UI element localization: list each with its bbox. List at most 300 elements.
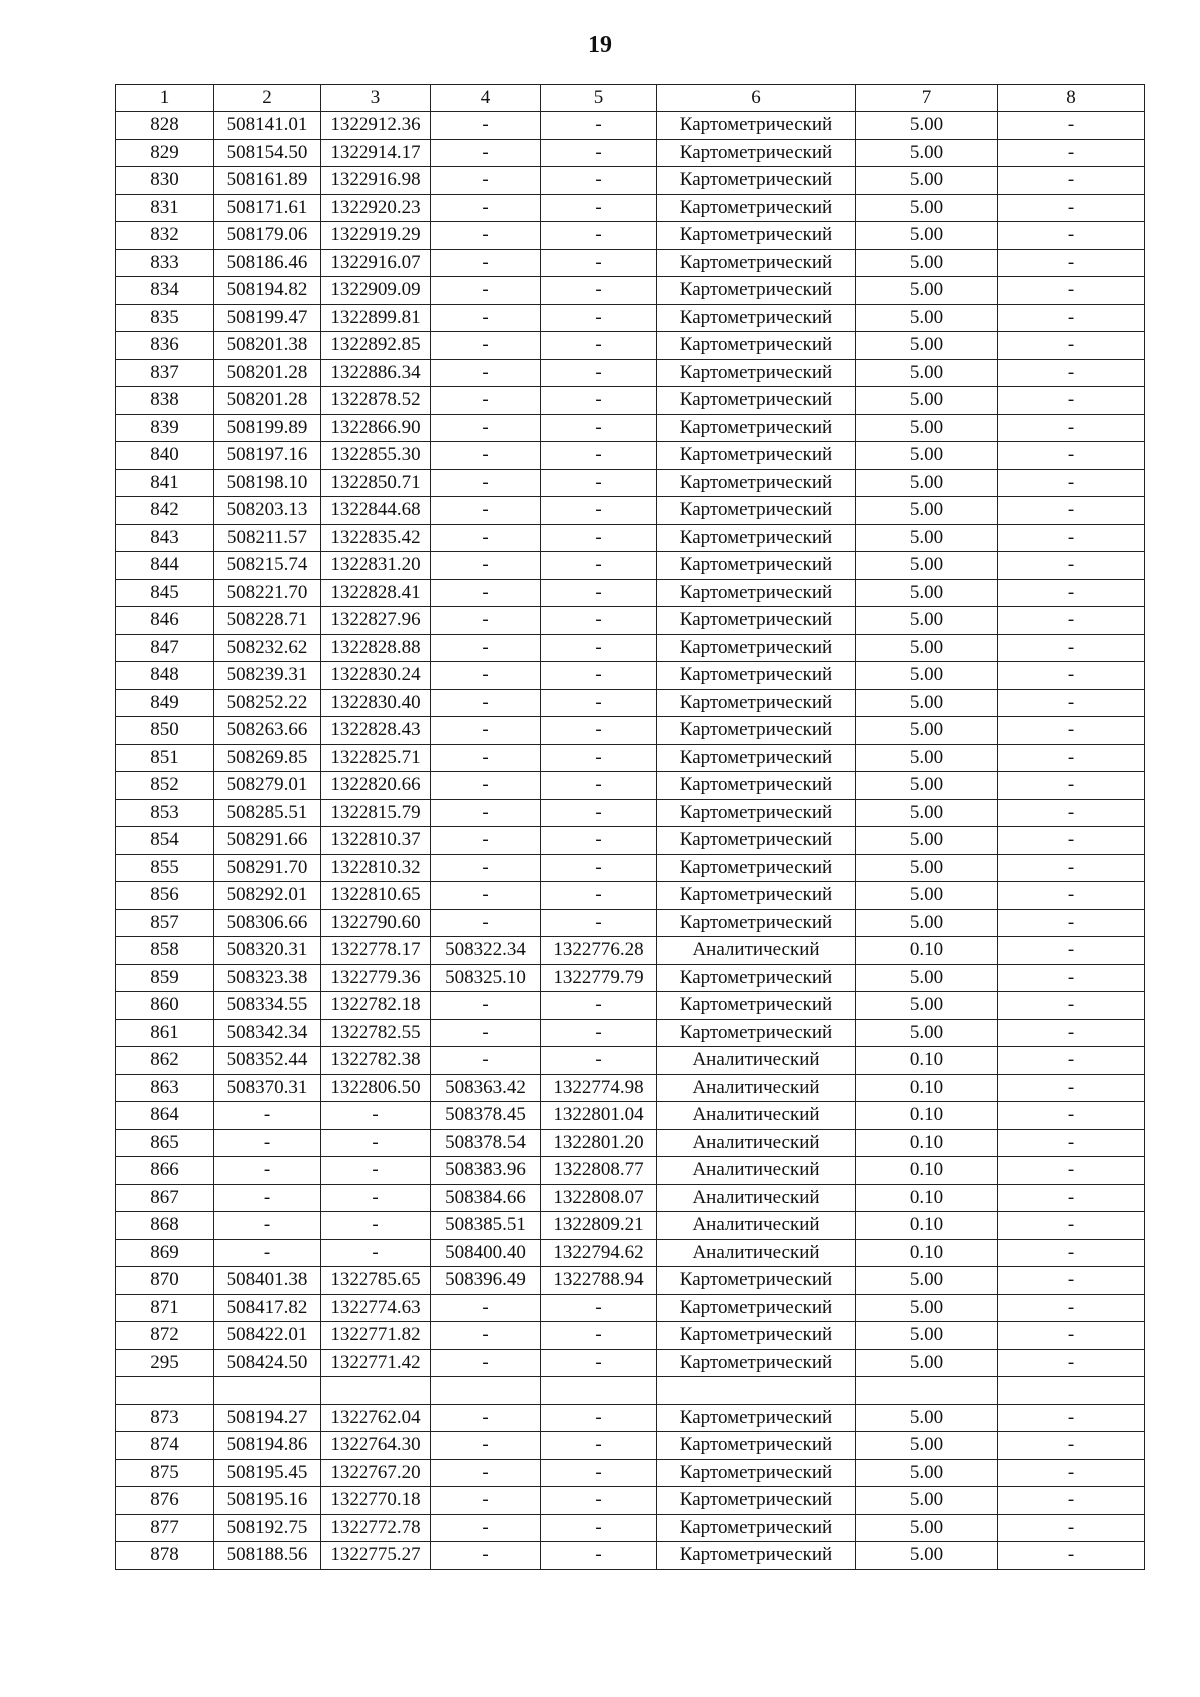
table-cell: 1322844.68	[321, 497, 431, 525]
table-cell: 835	[116, 304, 214, 332]
table-cell: -	[541, 827, 657, 855]
table-row	[116, 442, 1145, 470]
table-cell: -	[998, 1239, 1145, 1267]
table-cell: -	[998, 139, 1145, 167]
table-cell	[214, 1377, 321, 1405]
table-cell: Картометрический	[657, 1019, 856, 1047]
table-cell: -	[541, 277, 657, 305]
table-cell	[116, 1377, 214, 1405]
table-cell: Картометрический	[657, 497, 856, 525]
table-cell: -	[541, 854, 657, 882]
table-cell: -	[998, 1514, 1145, 1542]
table-cell: 508179.06	[214, 222, 321, 250]
table-cell: 1322899.81	[321, 304, 431, 332]
table-cell: -	[541, 222, 657, 250]
table-cell: -	[541, 304, 657, 332]
table-cell: 1322775.27	[321, 1542, 431, 1570]
table-cell: Картометрический	[657, 112, 856, 140]
table-row	[116, 194, 1145, 222]
table-cell: -	[541, 249, 657, 277]
table-row	[116, 882, 1145, 910]
table-cell: 1322779.36	[321, 964, 431, 992]
table-cell: 1322886.34	[321, 359, 431, 387]
table-row	[116, 1047, 1145, 1075]
table-cell: 508285.51	[214, 799, 321, 827]
table-cell: Картометрический	[657, 992, 856, 1020]
table-cell: 857	[116, 909, 214, 937]
table-cell: Картометрический	[657, 469, 856, 497]
table-cell	[657, 1377, 856, 1405]
table-cell: 508201.38	[214, 332, 321, 360]
table-cell: 5.00	[856, 579, 998, 607]
table-cell: -	[998, 222, 1145, 250]
table-cell: 1322785.65	[321, 1267, 431, 1295]
table-cell: -	[998, 1184, 1145, 1212]
table-cell: 1322909.09	[321, 277, 431, 305]
table-cell: Картометрический	[657, 387, 856, 415]
table-cell: 1322767.20	[321, 1459, 431, 1487]
table-cell: -	[541, 744, 657, 772]
table-row	[116, 1514, 1145, 1542]
table-cell: -	[431, 112, 541, 140]
table-row	[116, 1239, 1145, 1267]
table-row	[116, 304, 1145, 332]
table-cell: 830	[116, 167, 214, 195]
table-cell: 508199.89	[214, 414, 321, 442]
table-cell: Картометрический	[657, 332, 856, 360]
table-cell: Картометрический	[657, 1349, 856, 1377]
table-row	[116, 1294, 1145, 1322]
table-cell: -	[998, 249, 1145, 277]
table-cell: -	[431, 772, 541, 800]
table-cell: 5.00	[856, 882, 998, 910]
table-cell: 1322810.37	[321, 827, 431, 855]
table-cell: -	[541, 1487, 657, 1515]
table-cell: Картометрический	[657, 222, 856, 250]
table-cell: 5.00	[856, 552, 998, 580]
table-row	[116, 222, 1145, 250]
table-cell: -	[998, 1267, 1145, 1295]
table-cell: 1322764.30	[321, 1432, 431, 1460]
table-cell: -	[998, 469, 1145, 497]
table-cell: -	[321, 1157, 431, 1185]
table-cell: -	[998, 1349, 1145, 1377]
table-row	[116, 277, 1145, 305]
table-cell: 1322776.28	[541, 937, 657, 965]
table-cell: 834	[116, 277, 214, 305]
table-cell: -	[998, 1129, 1145, 1157]
table-cell: 863	[116, 1074, 214, 1102]
table-cell: 508370.31	[214, 1074, 321, 1102]
table-cell: -	[998, 1404, 1145, 1432]
table-cell: -	[998, 964, 1145, 992]
table-cell: Картометрический	[657, 1267, 856, 1295]
table-cell: 858	[116, 937, 214, 965]
table-row	[116, 524, 1145, 552]
table-cell: 508401.38	[214, 1267, 321, 1295]
table-cell: -	[541, 1349, 657, 1377]
table-cell: 508320.31	[214, 937, 321, 965]
table-cell: 5.00	[856, 854, 998, 882]
table-cell: 508195.45	[214, 1459, 321, 1487]
table-cell: -	[998, 194, 1145, 222]
page-number: 19	[588, 32, 612, 58]
table-row	[116, 1322, 1145, 1350]
table-cell: Картометрический	[657, 249, 856, 277]
table-cell: -	[998, 387, 1145, 415]
table-row	[116, 634, 1145, 662]
table-cell: -	[998, 1102, 1145, 1130]
table-cell: 508378.45	[431, 1102, 541, 1130]
table-row	[116, 387, 1145, 415]
table-cell: 5.00	[856, 497, 998, 525]
table-cell: 508211.57	[214, 524, 321, 552]
table-cell: 508194.27	[214, 1404, 321, 1432]
table-cell: 831	[116, 194, 214, 222]
table-cell: 5.00	[856, 799, 998, 827]
table-cell: 1322878.52	[321, 387, 431, 415]
table-cell: -	[541, 524, 657, 552]
table-cell: -	[214, 1212, 321, 1240]
table-row	[116, 772, 1145, 800]
table-cell: 1322919.29	[321, 222, 431, 250]
table-cell	[431, 1377, 541, 1405]
table-cell: -	[541, 772, 657, 800]
table-cell: Картометрический	[657, 139, 856, 167]
table-cell: 508194.86	[214, 1432, 321, 1460]
table-cell: 0.10	[856, 1157, 998, 1185]
table-cell: -	[998, 442, 1145, 470]
table-cell: -	[998, 332, 1145, 360]
table-cell: 508417.82	[214, 1294, 321, 1322]
table-cell: 508424.50	[214, 1349, 321, 1377]
column-header-2: 2	[214, 85, 321, 112]
table-cell: -	[431, 717, 541, 745]
table-cell	[541, 1377, 657, 1405]
table-cell: 508198.10	[214, 469, 321, 497]
table-cell: 853	[116, 799, 214, 827]
table-cell: 832	[116, 222, 214, 250]
table-row	[116, 1542, 1145, 1570]
table-cell: 1322772.78	[321, 1514, 431, 1542]
table-cell: 1322779.79	[541, 964, 657, 992]
column-header-3: 3	[321, 85, 431, 112]
table-cell: 5.00	[856, 1487, 998, 1515]
table-cell: -	[431, 634, 541, 662]
table-cell: -	[541, 112, 657, 140]
table-cell: 1322828.43	[321, 717, 431, 745]
table-row	[116, 332, 1145, 360]
table-row	[116, 497, 1145, 525]
table-row	[116, 909, 1145, 937]
table-cell: 1322801.04	[541, 1102, 657, 1130]
table-cell: 847	[116, 634, 214, 662]
table-row	[116, 469, 1145, 497]
column-header-5: 5	[541, 85, 657, 112]
table-cell: 1322831.20	[321, 552, 431, 580]
table-cell: 856	[116, 882, 214, 910]
table-cell: 508239.31	[214, 662, 321, 690]
table-cell: 836	[116, 332, 214, 360]
table-cell: -	[541, 1432, 657, 1460]
table-cell: 508195.16	[214, 1487, 321, 1515]
table-cell: Картометрический	[657, 414, 856, 442]
table-cell: 508199.47	[214, 304, 321, 332]
table-cell: 5.00	[856, 277, 998, 305]
table-cell: 5.00	[856, 1514, 998, 1542]
table-cell: -	[541, 1459, 657, 1487]
table-cell: 874	[116, 1432, 214, 1460]
table-cell: 850	[116, 717, 214, 745]
table-cell: 1322762.04	[321, 1404, 431, 1432]
table-cell: 864	[116, 1102, 214, 1130]
table-row	[116, 744, 1145, 772]
table-cell: 5.00	[856, 1404, 998, 1432]
table-cell: 508141.01	[214, 112, 321, 140]
table-cell: Картометрический	[657, 359, 856, 387]
table-cell: -	[998, 167, 1145, 195]
table-cell: Картометрический	[657, 1487, 856, 1515]
table-cell: 508171.61	[214, 194, 321, 222]
table-cell: -	[431, 1294, 541, 1322]
table-cell: 1322866.90	[321, 414, 431, 442]
table-cell: -	[541, 442, 657, 470]
table-cell: 1322770.18	[321, 1487, 431, 1515]
table-cell: 1322778.17	[321, 937, 431, 965]
table-cell: 508334.55	[214, 992, 321, 1020]
table-cell: 5.00	[856, 249, 998, 277]
table-cell: -	[998, 1157, 1145, 1185]
table-cell: 508383.96	[431, 1157, 541, 1185]
table-cell: 508385.51	[431, 1212, 541, 1240]
table-cell: 1322808.77	[541, 1157, 657, 1185]
table-cell: Картометрический	[657, 799, 856, 827]
table-cell: 1322801.20	[541, 1129, 657, 1157]
table-cell: -	[541, 1019, 657, 1047]
table-cell: 508269.85	[214, 744, 321, 772]
table-cell: -	[541, 469, 657, 497]
header-row	[116, 85, 1145, 112]
table-cell: -	[431, 222, 541, 250]
table-cell: -	[431, 524, 541, 552]
coordinates-table	[115, 84, 1145, 1570]
table-cell: 873	[116, 1404, 214, 1432]
table-cell: 839	[116, 414, 214, 442]
table-cell: -	[431, 167, 541, 195]
table-cell: 1322830.40	[321, 689, 431, 717]
table-row	[116, 1267, 1145, 1295]
table-cell: -	[541, 1322, 657, 1350]
table-cell: -	[431, 304, 541, 332]
table-cell: 508323.38	[214, 964, 321, 992]
table-cell: 848	[116, 662, 214, 690]
table-cell: 1322920.23	[321, 194, 431, 222]
table-cell: 5.00	[856, 1267, 998, 1295]
table-cell: Картометрический	[657, 717, 856, 745]
table-row	[116, 552, 1145, 580]
table-body	[116, 112, 1145, 1570]
table-cell: 1322916.98	[321, 167, 431, 195]
table-cell: -	[431, 249, 541, 277]
table-cell: -	[431, 744, 541, 772]
table-cell: Картометрический	[657, 964, 856, 992]
table-row	[116, 827, 1145, 855]
table-cell: 508322.34	[431, 937, 541, 965]
table-cell: -	[431, 1322, 541, 1350]
table-cell: 859	[116, 964, 214, 992]
table-cell: -	[541, 607, 657, 635]
table-cell: 508384.66	[431, 1184, 541, 1212]
table-cell: -	[541, 1294, 657, 1322]
table-cell: 1322809.21	[541, 1212, 657, 1240]
table-cell: Картометрический	[657, 854, 856, 882]
table-cell: -	[998, 854, 1145, 882]
table-cell: 1322820.66	[321, 772, 431, 800]
table-cell: -	[541, 909, 657, 937]
table-cell: -	[431, 882, 541, 910]
table-cell: -	[541, 387, 657, 415]
table-cell: 1322914.17	[321, 139, 431, 167]
table-cell: Картометрический	[657, 1294, 856, 1322]
table-cell: -	[321, 1212, 431, 1240]
table-cell: 5.00	[856, 414, 998, 442]
table-cell: 508252.22	[214, 689, 321, 717]
table-cell: 878	[116, 1542, 214, 1570]
table-cell: Картометрический	[657, 827, 856, 855]
table-cell: 5.00	[856, 744, 998, 772]
table-cell: -	[214, 1102, 321, 1130]
table-cell: -	[541, 1047, 657, 1075]
table-cell: 508201.28	[214, 387, 321, 415]
table-cell: -	[431, 579, 541, 607]
table-cell: 1322806.50	[321, 1074, 431, 1102]
table-cell: -	[998, 1019, 1145, 1047]
table-row	[116, 964, 1145, 992]
table-cell: Аналитический	[657, 1074, 856, 1102]
table-cell: Картометрический	[657, 442, 856, 470]
table-cell: 868	[116, 1212, 214, 1240]
table-cell: -	[541, 634, 657, 662]
table-cell: -	[431, 332, 541, 360]
table-cell: -	[431, 552, 541, 580]
table-cell: -	[214, 1239, 321, 1267]
table-cell: -	[431, 1047, 541, 1075]
table-row	[116, 1432, 1145, 1460]
table-cell: 0.10	[856, 1047, 998, 1075]
table-cell: 5.00	[856, 359, 998, 387]
table-cell: Картометрический	[657, 1514, 856, 1542]
table-cell: -	[431, 1349, 541, 1377]
table-header	[116, 85, 1145, 112]
table-cell: 5.00	[856, 607, 998, 635]
table-cell: 1322771.82	[321, 1322, 431, 1350]
table-cell: 508291.66	[214, 827, 321, 855]
table-cell: Картометрический	[657, 167, 856, 195]
table-cell: 5.00	[856, 304, 998, 332]
table-row	[116, 1404, 1145, 1432]
table-row	[116, 249, 1145, 277]
table-cell: 0.10	[856, 1212, 998, 1240]
table-cell: -	[431, 992, 541, 1020]
table-cell: 508203.13	[214, 497, 321, 525]
table-cell: 1322810.32	[321, 854, 431, 882]
table-cell: -	[998, 744, 1145, 772]
table-cell: -	[998, 552, 1145, 580]
table-cell: -	[998, 414, 1145, 442]
table-cell: -	[998, 799, 1145, 827]
table-cell: -	[541, 1404, 657, 1432]
table-cell: 5.00	[856, 1019, 998, 1047]
table-cell: -	[541, 497, 657, 525]
table-cell: -	[998, 1294, 1145, 1322]
table-cell: Картометрический	[657, 882, 856, 910]
table-cell: 1322916.07	[321, 249, 431, 277]
table-cell: -	[998, 1047, 1145, 1075]
table-cell: -	[998, 112, 1145, 140]
table-cell: -	[214, 1129, 321, 1157]
table-cell: 838	[116, 387, 214, 415]
table-cell: 833	[116, 249, 214, 277]
table-cell: -	[431, 909, 541, 937]
table-cell: -	[431, 689, 541, 717]
table-cell: 5.00	[856, 469, 998, 497]
table-row	[116, 662, 1145, 690]
table-row	[116, 1102, 1145, 1130]
table-cell: -	[431, 442, 541, 470]
table-cell: 5.00	[856, 992, 998, 1020]
table-cell: -	[998, 772, 1145, 800]
table-row	[116, 1349, 1145, 1377]
table-cell: 845	[116, 579, 214, 607]
table-cell: 854	[116, 827, 214, 855]
table-cell: -	[431, 359, 541, 387]
table-cell: 860	[116, 992, 214, 1020]
table-cell: 862	[116, 1047, 214, 1075]
table-cell: -	[998, 992, 1145, 1020]
table-cell: 1322782.38	[321, 1047, 431, 1075]
table-cell: 5.00	[856, 964, 998, 992]
table-cell: 508400.40	[431, 1239, 541, 1267]
table-cell: Аналитический	[657, 1129, 856, 1157]
table-cell: -	[431, 1432, 541, 1460]
table-cell: -	[998, 607, 1145, 635]
table-cell: Картометрический	[657, 277, 856, 305]
table-cell: 508228.71	[214, 607, 321, 635]
table-cell: 842	[116, 497, 214, 525]
table-cell: 508292.01	[214, 882, 321, 910]
table-cell: 1322794.62	[541, 1239, 657, 1267]
column-header-4: 4	[431, 85, 541, 112]
table-cell: 861	[116, 1019, 214, 1047]
table-cell: -	[998, 359, 1145, 387]
table-cell: -	[431, 469, 541, 497]
table-cell: -	[998, 497, 1145, 525]
table-cell: -	[541, 992, 657, 1020]
table-row	[116, 1019, 1145, 1047]
column-header-1: 1	[116, 85, 214, 112]
table-row	[116, 1074, 1145, 1102]
table-cell: 1322771.42	[321, 1349, 431, 1377]
table-cell: -	[431, 1514, 541, 1542]
table-cell: -	[541, 717, 657, 745]
table-cell: -	[214, 1157, 321, 1185]
table-cell: 1322835.42	[321, 524, 431, 552]
table-cell: 0.10	[856, 1102, 998, 1130]
table-cell: 1322782.55	[321, 1019, 431, 1047]
table-cell: -	[998, 1432, 1145, 1460]
table-cell: -	[998, 882, 1145, 910]
table-cell: 866	[116, 1157, 214, 1185]
